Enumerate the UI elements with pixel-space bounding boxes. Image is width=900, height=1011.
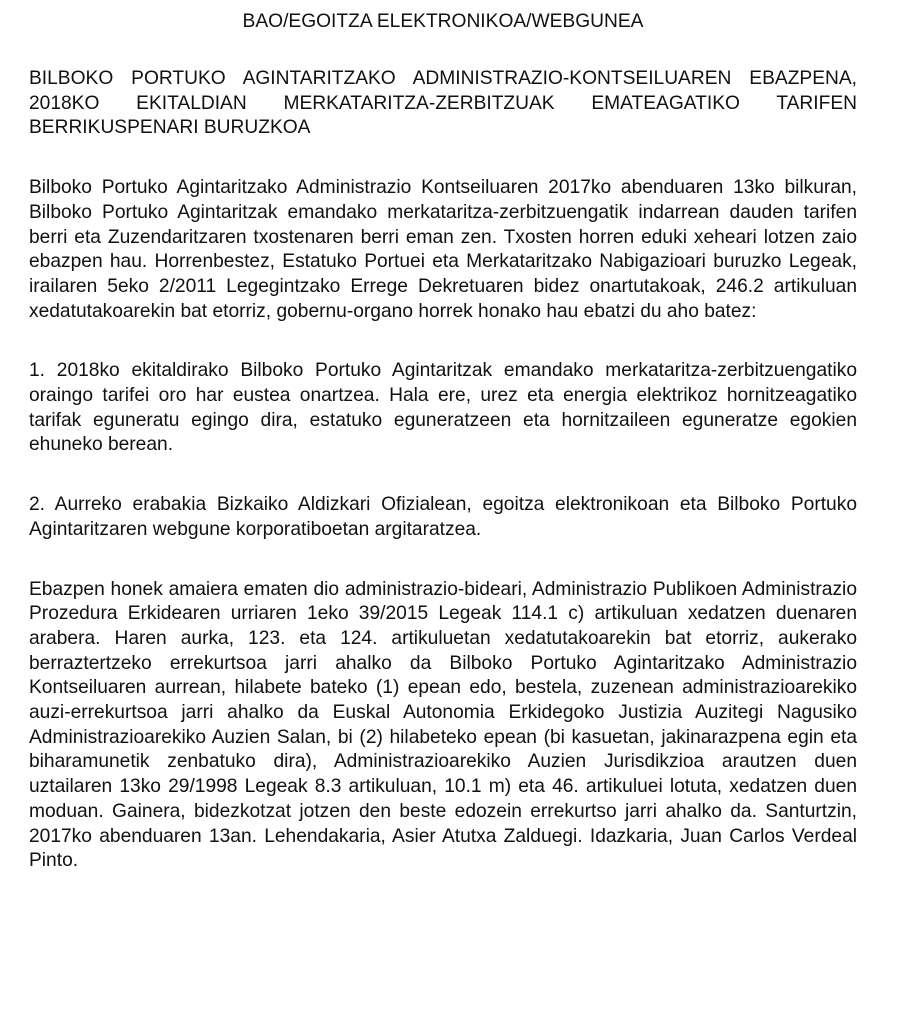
intro-paragraph: Bilboko Portuko Agintaritzako Administrazio Kontseiluaren 2017ko abenduaren 13ko bilkuran, Bilboko Portuko Agintaritzak emandako merkataritza-zerbitzuengatik indarrean dauden tarifen berri eta Zuzendaritzaren txostenaren berri eman zen. Txosten horren eduki xeheari lotzen zaio ebazpen hau. Horrenbestez, Estatuko Portuei eta Merkataritzako Nabigazioari buruzko Legeak, irailaren 5eko 2/2011 Legegintzako Errege Dekretuaren bidez onartutakoak, 246.2 artikuluan xedatutakoarekin bat etorriz, gobernu-organo horrek honako hau ebatzi du aho batez: (29, 177, 857, 322)
resolution-item-1: 1. 2018ko ekitaldirako Bilboko Portuko Agintaritzak emandako merkataritza-zerbitzuengatiko oraingo tarifei oro har eustea onartzea. Hala ere, urez eta energia elektrikoz hornitzeagatiko tarifak eguneratu egingo dira, estatuko eguneratzeen eta hornitzaileen eguneratze egokien ehuneko berean. (29, 360, 857, 456)
document-header: BAO/EGOITZA ELEKTRONIKOA/WEBGUNEA (242, 11, 644, 32)
document-title: BILBOKO PORTUKO AGINTARITZAKO ADMINISTRAZIO-KONTSEILUAREN EBAZPENA, 2018KO EKITALDIAN MERKATARITZA-ZERBITZUAK EMATEAGATIKO TARIFEN BERRIKUSPENARI BURUZKOA (29, 68, 857, 139)
resolution-item-2: 2. Aurreko erabakia Bizkaiko Aldizkari Ofizialean, egoitza elektronikoan eta Bilboko Portuko Agintaritzaren webgune korporatiboetan argitaratzea. (29, 494, 857, 540)
closing-paragraph: Ebazpen honek amaiera ematen dio administrazio-bideari, Administrazio Publikoen Administrazio Prozedura Erkidearen urriaren 1eko 39/2015 Legeak 114.1 c) artikuluan xedatzen duenaren arabera. Haren aurka, 123. eta 124. artikuluetan xedatutakoarekin bat etorriz, aukerako berraztertzeko errekurtsoa jarri ahalko da Bilboko Portuko Agintaritzako Administrazio Kontseiluaren aurrean, hilabete bateko (1) epean edo, bestela, zuzenean administrazioarekiko auzi-errekurtsoa jarri ahalko da Euskal Autonomia Erkidegoko Justizia Auzitegi Nagusiko Administrazioarekiko Auzien Salan, bi (2) hilabeteko epean (bi kasuetan, jakinarazpena egin eta biharamunetik zenbatuko dira), Administrazioarekiko Auzien Jurisdikzioa arautzen duen uztailaren 13ko 29/1998 Legeak 8.3 artikuluan, 10.1 m) eta 46. artikuluei lotuta, xedatzen duen moduan. Gainera, bidezkotzat jotzen den beste edozein errekurtso jarri ahalko da. Santurtzin, 2017ko abenduaren 13an. Lehendakaria, Asier Atutxa Zalduegi. Idazkaria, Juan Carlos Verdeal Pinto. (29, 578, 857, 872)
